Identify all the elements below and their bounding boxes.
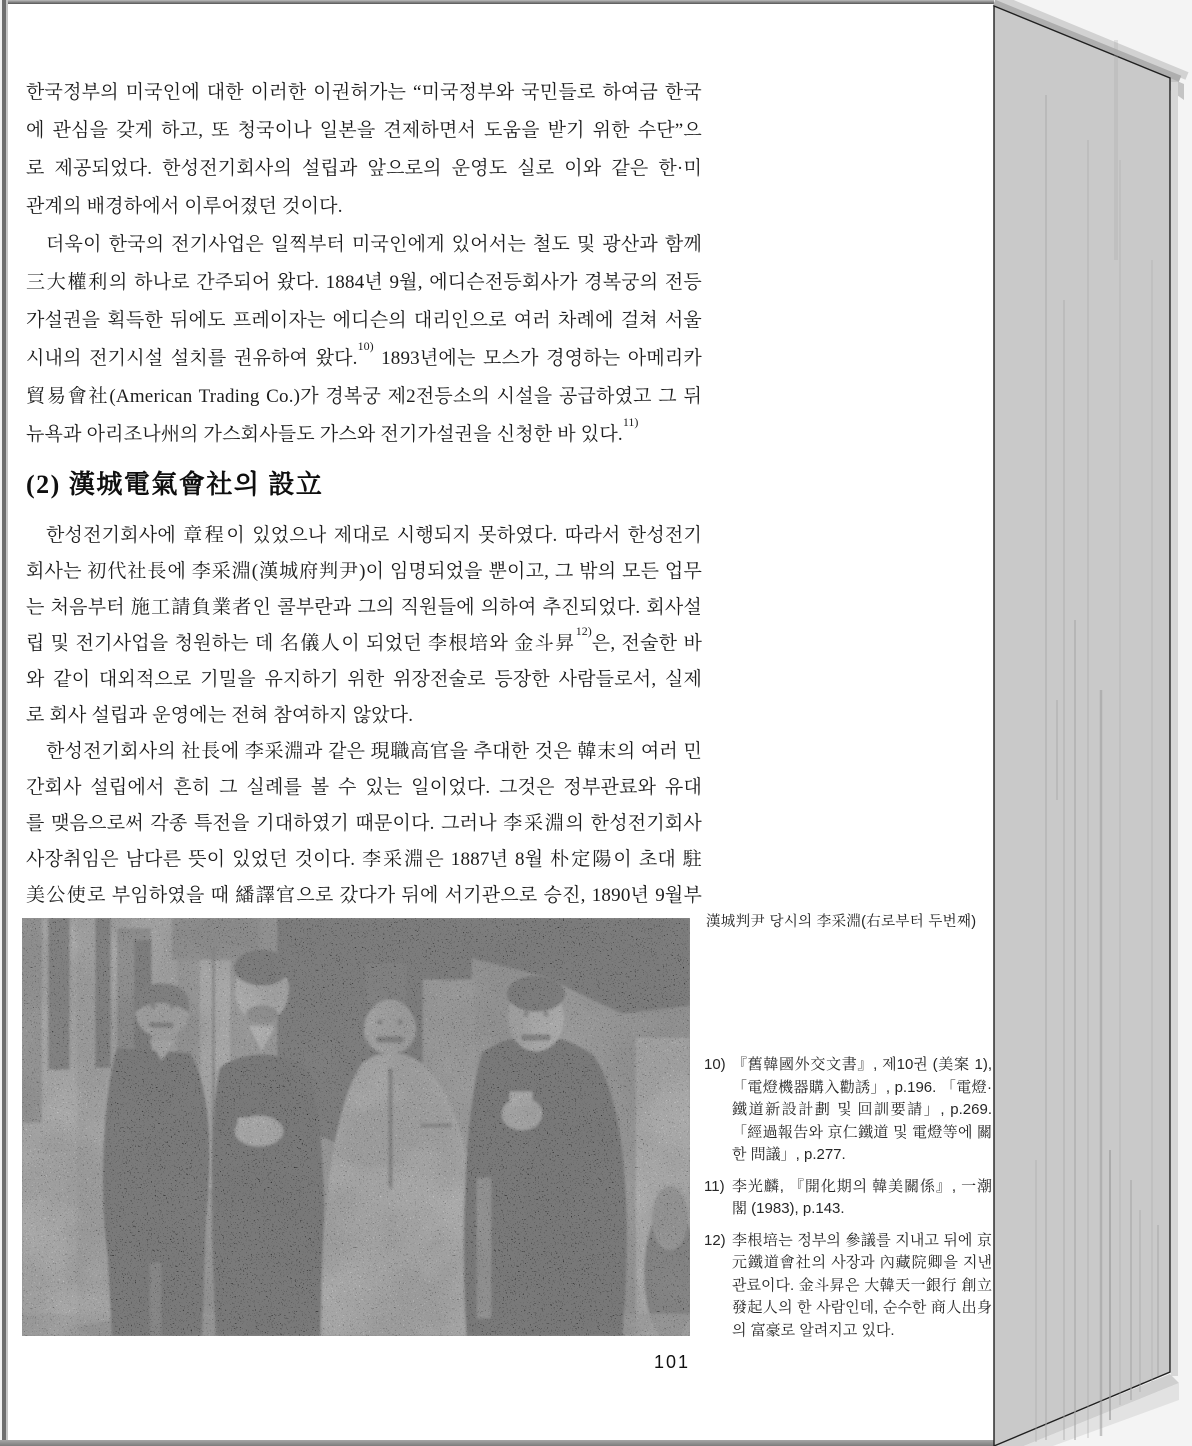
footnote-marker: 12) xyxy=(575,626,592,638)
text-line: 에 관심을 갖게 하고, 또 청국이나 일본을 견제하면서 도움을 받기 위한 수단”으 xyxy=(26,120,702,141)
footnote-text: 『舊韓國外交文書』, 제10권 (美案 1), 「電燈機器購入勸誘」, p.196. 「電燈· 鐵道新設計劃 및 回訓要請」, p.269. 「經過報告와 京仁鐵道 및 電燈等에 關한 問議」, p.277. xyxy=(732,1056,992,1163)
text-line: 더욱이 한국의 전기사업은 일찍부터 미국인에게 있어서는 철도 및 광산과 함께 xyxy=(46,234,702,255)
paragraph xyxy=(26,74,702,226)
text-line: 로 제공되었다. 한성전기회사의 설립과 앞으로의 운영도 실로 이와 같은 한·미 xyxy=(26,158,702,179)
text-line: 회사는 初代社長에 李采淵(漢城府判尹)이 임명되었을 뿐이고, 그 밖의 모든 업무 xyxy=(26,561,702,582)
footnote-marker: 10) xyxy=(357,340,374,353)
historic-photo xyxy=(22,918,690,1336)
section-text-block xyxy=(26,518,702,914)
text-line: 三大權利의 하나로 간주되어 왔다. 1884년 9월, 에디슨전등회사가 경복궁의 전등 xyxy=(26,272,702,293)
footnote-text: 李光麟, 『開化期의 韓美關係』, 一潮閣 (1983), p.143. xyxy=(732,1177,992,1217)
page-number: 101 xyxy=(654,1352,691,1372)
page-border-left xyxy=(0,0,8,1446)
text-line: 가설권을 획득한 뒤에도 프레이자는 에디슨의 대리인으로 여러 차례에 걸쳐 서울 xyxy=(26,310,702,331)
intro-text-block xyxy=(26,74,702,454)
footnote-number: 10) xyxy=(704,1056,726,1073)
page-border-top xyxy=(0,0,994,4)
text-line: 시내의 전기시설 설치를 권유하여 왔다.$^{10)}$ 1893년에는 모스가 경영하는 아메리카 xyxy=(26,340,702,369)
footnote-item xyxy=(704,1230,992,1343)
footnote-item xyxy=(704,1176,992,1221)
text-line: 貿易會社(American Trading Co.)가 경복궁 제2전등소의 시설을 공급하였고 그 뒤 xyxy=(26,386,702,407)
footnote-text: 李根培는 정부의 參議를 지내고 뒤에 京元鐵道會社의 사장과 內藏院卿을 지낸 관료이다. 金斗昇은 大韓天一銀行 創立發起人의 한 사람인데, 순수한 商人出身의 富豪로 알려지고 있다. xyxy=(732,1231,992,1339)
photo-grain-light xyxy=(22,918,690,1336)
text-line: 간회사 설립에서 흔히 그 실례를 볼 수 있는 일이었다. 그것은 정부관료와 유대 xyxy=(26,777,702,798)
text-line: 한국정부의 미국인에 대한 이러한 이권허가는 “미국정부와 국민들로 하여금 한국 xyxy=(26,82,702,103)
text-line: 한성전기회사에 章程이 있었으나 제대로 시행되지 못하였다. 따라서 한성전기 xyxy=(46,525,702,546)
text-line: 로 회사 설립과 운영에는 전혀 참여하지 않았다. xyxy=(26,705,414,726)
text-line: 관계의 배경하에서 이루어졌던 것이다. xyxy=(26,196,343,217)
paragraph xyxy=(26,518,702,734)
page-border-bottom xyxy=(0,1440,994,1446)
text-line: 뉴욕과 아리조나州의 가스회사들도 가스와 전기가설권을 신청한 바 있다.$^{11)}$ xyxy=(26,416,639,445)
text-line: 한성전기회사의 社長에 李采淵과 같은 現職高官을 추대한 것은 韓末의 여러 민 xyxy=(46,741,702,762)
book-pages-edge xyxy=(988,0,1192,1446)
footnote-list xyxy=(704,1054,992,1351)
historic-photo-scene xyxy=(22,918,690,1336)
paragraph xyxy=(26,226,702,454)
footnote-marker: 11) xyxy=(622,416,639,429)
footnote-item xyxy=(704,1054,992,1167)
text-line: 는 처음부터 施工請負業者인 콜부란과 그의 직원들에 의하여 추진되었다. 회사설 xyxy=(26,597,702,618)
text-line: 를 맺음으로써 각종 특전을 기대하였기 때문이다. 그러나 李采淵의 한성전기회사 xyxy=(26,813,702,834)
text-line: 립 및 전기사업을 청원하는 데 名儀人이 되었던 李根培와 金斗昇$^{12)}$은, 전술한 바 xyxy=(26,626,702,662)
text-line: 사장취임은 남다른 뜻이 있었던 것이다. 李采淵은 1887년 8월 朴定陽이 초대 駐 xyxy=(26,849,702,870)
text-line: 와 같이 대외적으로 기밀을 유지하기 위한 위장전술로 등장한 사람들로서, 실제 xyxy=(26,669,702,690)
section-heading: (2) 漢城電氣會社의 設立 xyxy=(26,470,324,499)
text-line: 美公使로 부임하였을 때 繙譯官으로 갔다가 뒤에 서기관으로 승진, 1890년 9월부 xyxy=(26,885,702,906)
paragraph xyxy=(26,734,702,914)
photo-caption: 漢城判尹 당시의 李采淵(右로부터 두번째) xyxy=(706,914,977,930)
footnote-number: 11) xyxy=(704,1177,725,1195)
footnote-number: 12) xyxy=(704,1231,726,1249)
